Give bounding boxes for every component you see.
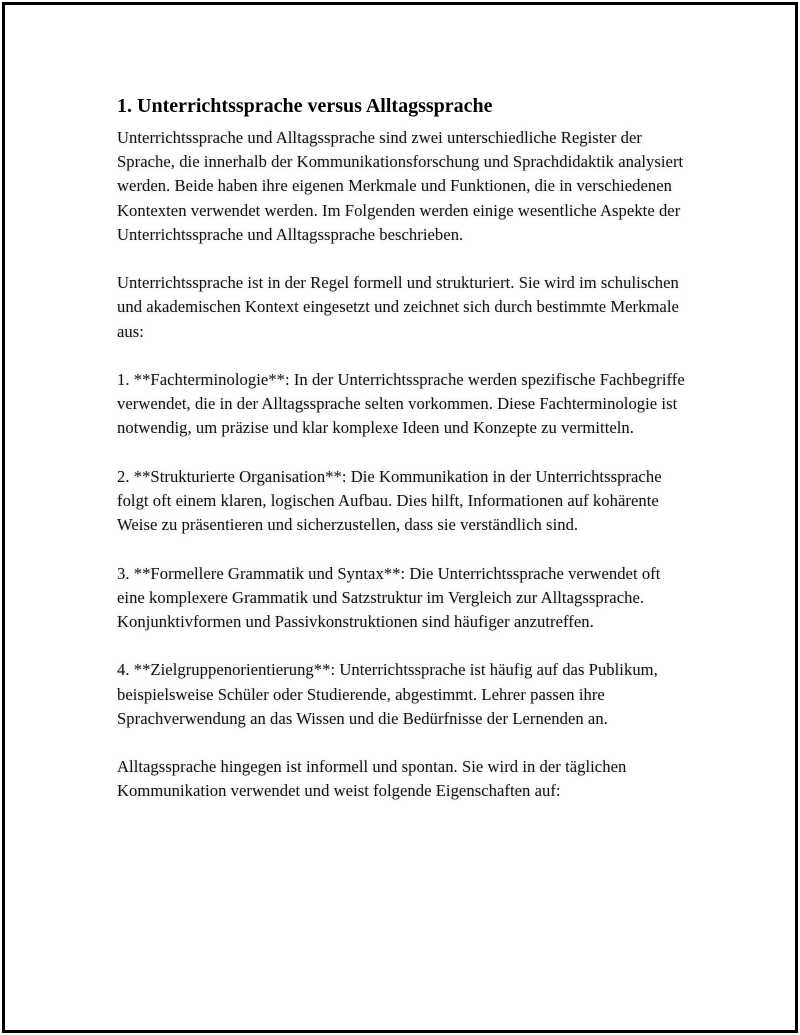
list-item-formellere-grammatik: 3. **Formellere Grammatik und Syntax**: Die Unterrichtssprache verwendet oft eine komplexere Grammatik und Satzstruktur im Vergleich zur Alltagssprache. Konjunktivformen und Passivkonstruktionen sind häufiger anzutreffen. [117, 563, 661, 631]
paragraph-alltagssprache: Alltagssprache hingegen ist informell und spontan. Sie wird in der täglichen Kommunikation verwendet und weist folgende Eigenschaften auf: [117, 757, 627, 801]
list-item-fachterminologie: 1. **Fachterminologie**: In der Unterrichtssprache werden spezifische Fachbegriffe verwendet, die in der Alltagssprache selten vorkommen. Diese Fachterminologie ist notwendig, um präzise und klar komplexe Ideen und Konzepte zu vermitteln. [117, 370, 685, 438]
section-heading: 1. Unterrichtssprache versus Alltagssprache [117, 95, 493, 117]
document-body [117, 92, 687, 828]
paragraph-intro: Unterrichtssprache und Alltagssprache sind zwei unterschiedliche Register der Sprache, die innerhalb der Kommunikationsforschung und Sprachdidaktik analysiert werden. Beide haben ihre eigenen Merkmale und Funktionen, die in verschiedenen Kontexten verwendet werden. Im Folgenden werden einige wesentliche Aspekte der Unterrichtssprache und Alltagssprache beschrieben. [117, 128, 684, 244]
paragraph-unterrichtssprache: Unterrichtssprache ist in der Regel formell und strukturiert. Sie wird im schulischen und akademischen Kontext eingesetzt und zeichnet sich durch bestimmte Merkmale aus: [117, 273, 679, 341]
list-item-zielgruppenorientierung: 4. **Zielgruppenorientierung**: Unterrichtssprache ist häufig auf das Publikum, beispielsweise Schüler oder Studierende, abgestimmt. Lehrer passen ihre Sprachverwendung an das Wissen und die Bedürfnisse der Lernenden an. [117, 660, 658, 728]
list-item-strukturierte-organisation: 2. **Strukturierte Organisation**: Die Kommunikation in der Unterrichtssprache folgt oft einem klaren, logischen Aufbau. Dies hilft, Informationen auf kohärente Weise zu präsentieren und sicherzustellen, dass sie verständlich sind. [117, 466, 662, 535]
